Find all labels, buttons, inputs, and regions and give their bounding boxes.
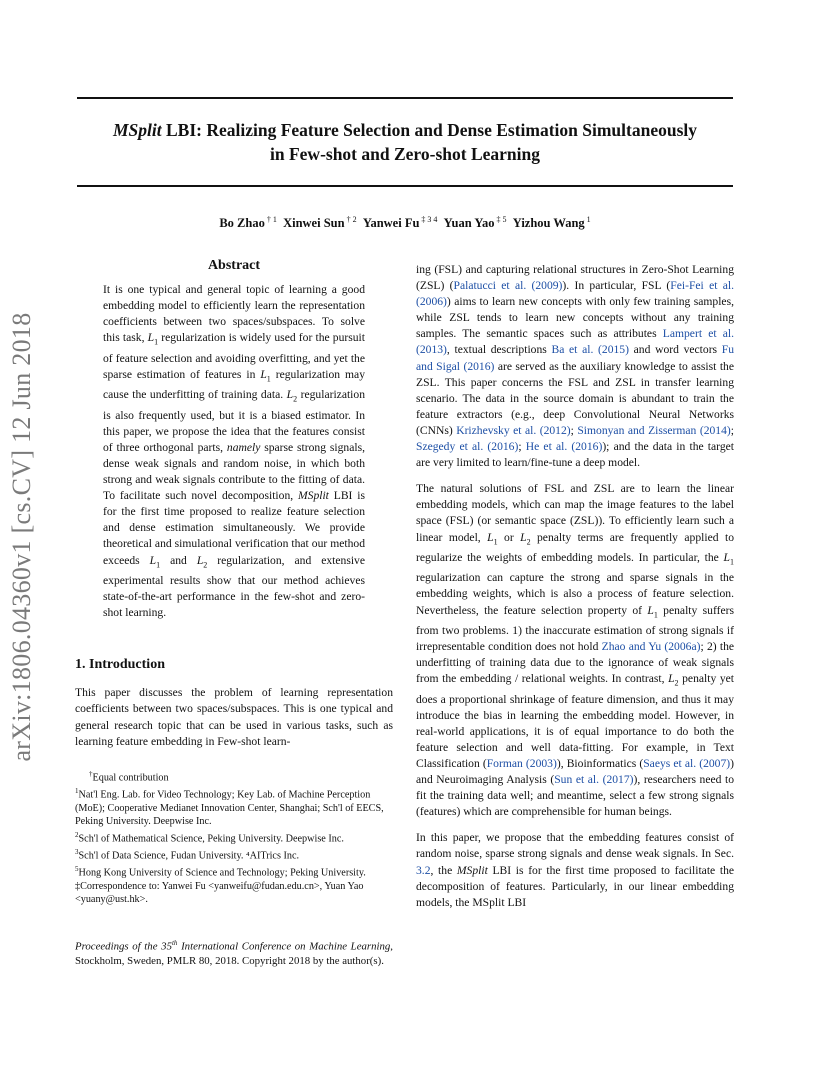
body-text: ; 2) the underfitting of training data due to the ignorance of weak signals from the embedding / relational weights. In contrast, [416,640,735,686]
body-text: ), Bioinformatics ( [556,756,644,770]
body-text: ), researchers need to fit the training data well; and meantime, select a few strong signals (features) which are comprehensible for human beings. [416,773,734,819]
footnote-text: Hong Kong University of Science and Technology; Peking University. [78,867,366,879]
math-sub: 2 [203,559,208,569]
citation-link[interactable]: Zhao and Yu (2006a) [601,640,701,653]
body-text: ; [730,423,734,437]
paper-title [77,118,733,166]
abstract-heading: Abstract [207,258,261,273]
body-text: ing (FSL) and capturing relational structures in Zero-Shot Learning (ZSL) ( [416,263,734,293]
inline-math: L [520,530,527,544]
body-text: , textual descriptions [446,343,552,357]
body-paragraph-3 [416,830,734,910]
footnote-text: Sch'l of Mathematical Science, Peking University. Deepwise Inc. [78,833,344,845]
body-text: regularization can capture the strong and sparse signals in the embedding weights, which is also a process of feature selection. Nevertheless, the feature selection property of [416,571,734,617]
abstract-text-2: regularization is widely used for the pursuit of feature selection and avoiding overfitting, and yet the sparse estimation of features in [103,331,365,381]
math-l2: L [196,553,204,567]
proceedings-e: , Stockholm, Sweden, PMLR 80, 2018. Copyright 2018 by the author(s). [75,940,393,967]
abstract-text-7: and [160,553,197,567]
proceedings-b: 35 [161,940,172,953]
footnote [75,829,393,846]
title-line1: LBI: Realizing Feature Selection and Dense Estimation Simultaneously [161,120,698,140]
author-name: Yanwei Fu [362,216,420,231]
citation-link[interactable]: Lampert et al. (2013) [416,327,735,357]
math-sub: 1 [154,337,159,347]
math-sub: 1 [730,557,734,567]
footnote [75,785,393,829]
body-text: are served as the auxiliary knowledge to assist the ZSL. This paper concerns the FSL and ZSL in transfer learning scenario. The data in the source domain is abundant to train the feature extractors (e.g., deep Convolutional Neural Networks (CNNs) [416,359,734,437]
footnote-text: Equal contribution [92,772,169,784]
proceedings-note [75,935,393,968]
citation-link[interactable]: Palatucci et al. (2009) [453,279,563,293]
inline-math: L [668,672,675,686]
inline-math: L [487,530,494,544]
abstract-text-5: sparse strong signals, dense weak signals and random noise, in which both strong and weak signals contribute to the fitting of data. To facilitate such novel decomposition, [103,440,365,503]
abstract-namely: namely [226,440,261,454]
citation-link[interactable]: Ba et al. (2015) [551,343,629,357]
math-sub: 2 [526,536,531,546]
author-name: Xinwei Sun [283,216,345,231]
right-column [416,262,734,921]
body-text: penalty yet does a proportional shrinkage of feature dimension, and thus it may introduce the bias in learning the embedding model. However, in real-world applications, it is of equal importance to do both the feature selection and well data-fitting. For example, in Text Classification ( [416,672,734,770]
inline-math: L [723,550,730,564]
math-l1: L [260,367,267,381]
author-name: Yizhou Wang [512,216,585,231]
title-italic: MSplit [112,120,162,140]
math-sub: 2 [293,394,298,404]
footnote-text: Sch'l of Data Science, Fudan University. ⁴AITrics Inc. [78,850,300,862]
author-affiliation-marks: ‡ 3 4 [419,215,438,224]
section-heading-introduction: 1. Introduction [75,657,165,673]
citation-link[interactable]: Sun et al. (2017) [554,773,634,787]
citation-link[interactable]: Fu and Sigal (2016) [416,343,734,373]
proceedings-d: International Conference on Machine Learning [177,940,391,953]
footnote [75,768,393,785]
inline-math: L [647,603,654,617]
body-text: ; [570,423,578,437]
author-affiliation-marks: ‡ 5 [494,215,507,224]
footnote-text: ‡Correspondence to: Yanwei Fu <yanweifu@fudan.edu.cn>, Yuan Yao <yuany@ust.hk>. [75,880,364,906]
math-sub: 1 [156,559,161,569]
footnotes [75,762,393,907]
footnote [75,863,393,880]
body-text: LBI is for the first time proposed to facilitate the decomposition of features. Particularly, in our linear embedding models, the MSplit LBI [416,863,735,909]
left-column [75,258,393,968]
body-text: or [497,530,521,544]
math-l2: L [286,388,294,402]
citation-link[interactable]: He et al. (2016) [525,440,603,454]
author-name: Yuan Yao [443,216,495,231]
body-text: ; [518,440,526,454]
abstract-text-6: LBI is for the first time proposed to realize feature selection and dense estimation simultaneously. We provide theoretical and simulational verification that our method exceeds [103,489,365,567]
body-text: ) and Neuroimaging Analysis ( [416,756,735,787]
citation-link[interactable]: Saeys et al. (2007) [643,756,731,770]
abstract-body [103,282,365,621]
footnote-mark: 3 [75,847,79,856]
body-text: The natural solutions of FSL and ZSL are to learn the linear embedding models, which can map the image features to the label space (FSL) (or semantic space (ZSL)). To efficiently learn such a linear model, [416,482,734,544]
intro-paragraph: This paper discusses the problem of learning representation coefficients between two spaces/subspaces. This is one typical and general research topic that can be used in various tasks, such as learning feature embedding in Few-shot learn- [75,686,393,748]
footnote-text: Nat'l Eng. Lab. for Video Technology; Key Lab. of Machine Perception (MoE); Cooperative Medianet Innovation Center, Shanghai; Sch'l of EECS, Peking University. Deepwise Inc. [75,789,384,828]
math-sub: 1 [266,374,271,384]
abstract-text-3: regularization may cause the underfitting of training data. [103,367,365,402]
abstract-text-1: It is one typical and general topic of learning a good embedding model to efficiently learn the representation coefficients between two spaces/subspaces. To solve this task, [103,283,365,345]
body-text: penalty suffers from two problems. 1) the inaccurate estimation of strong signals if irrepresentable condition does not hold [416,603,734,653]
citation-link[interactable]: Fei-Fei et al. (2006) [416,279,734,309]
footnote-mark: 5 [75,864,79,873]
math-sub: 1 [493,536,498,546]
abstract-text-4: regularization is also frequently used, but it is a biased estimator. In this paper, we propose the idea that the features consist of three orthogonal parts, [103,388,365,454]
author-affiliation-marks: † 1 [264,215,277,224]
footnote [75,880,393,907]
method-name: MSplit [456,863,488,877]
body-text: penalty terms are frequently applied to regularize the weights of embedding models. In particular, the [416,530,734,564]
math-sub: 1 [653,609,658,619]
body-text: ); and the data in the target are very limited to learn/fine-tune a deep model. [416,440,734,470]
citation-link[interactable]: Szegedy et al. (2016) [416,440,519,454]
footnote-mark: † [89,769,93,778]
proceedings-c: th [171,938,178,947]
citation-link[interactable]: Krizhevsky et al. (2012) [456,423,571,437]
title-line2: in Few-shot and Zero-shot Learning [270,144,540,164]
body-text: and word vectors [628,343,722,357]
top-rule [77,97,733,99]
author-affiliation-marks: 1 [584,215,591,224]
math-l1: L [149,553,157,567]
citation-link[interactable]: 3.2 [416,863,431,877]
body-text: ). In particular, FSL ( [562,279,671,293]
arxiv-identifier-stamp: arXiv:1806.04360v1 [cs.CV] 12 Jun 2018 [7,312,36,762]
author-name: Bo Zhao [219,216,265,231]
math-l1: L [147,331,155,345]
body-text: ) aims to learn new concepts with only few training samples, while ZSL tends to learn new concepts without any training samples. The semantic spaces such as attributes [416,295,734,341]
body-text: , the [430,863,457,877]
footnote-mark: 1 [75,786,79,795]
body-paragraph-1 [416,262,734,471]
math-sub: 2 [674,678,679,688]
author-affiliation-marks: † 2 [344,215,357,224]
body-paragraph-2 [416,481,734,820]
title-bottom-rule [77,185,733,187]
citation-link[interactable]: Simonyan and Zisserman (2014) [577,423,731,437]
author-list [77,215,733,231]
abstract-text-8: regularization, and extensive experimental results show that our method achieves state-of-the-art performance in the few-shot and zero-shot learning. [103,553,366,620]
proceedings-a: Proceedings of the [75,940,162,953]
body-text: In this paper, we propose that the embedding features consist of random noise, sparse strong signals and dense weak signals. In Sec. [416,831,734,861]
footnote-mark: 2 [75,830,79,839]
abstract-msplit: MSplit [297,489,329,503]
citation-link[interactable]: Forman (2003) [486,756,557,770]
footnote [75,846,393,863]
